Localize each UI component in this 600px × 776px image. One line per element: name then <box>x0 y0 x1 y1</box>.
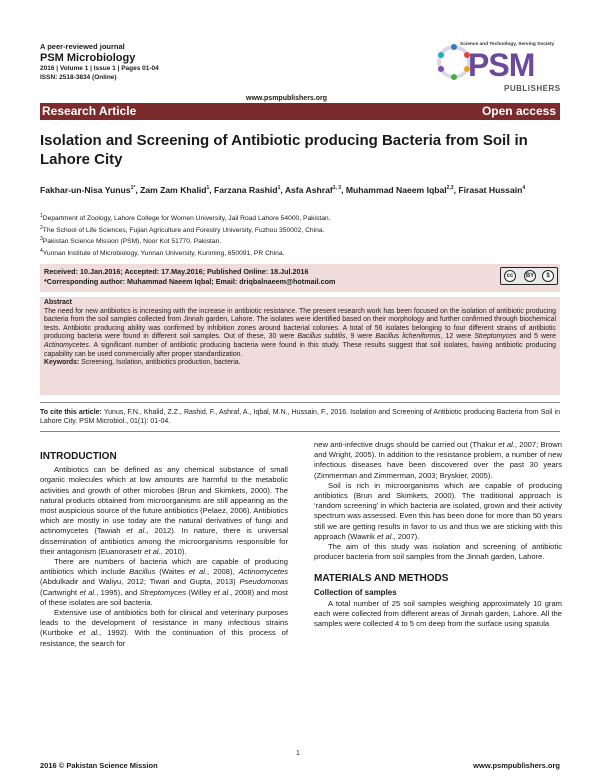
article-title: Isolation and Screening of Antibiotic producing Bacteria from Soil in Lahore City <box>40 132 528 168</box>
footer-website-link[interactable]: www.psmpublishers.org <box>473 761 560 770</box>
divider <box>40 402 560 403</box>
corresponding-author: *Corresponding author: Muhammad Naeem Iqbal; Email: driqbalnaeem@hotmail.com <box>44 276 336 286</box>
intro-paragraph-3: Extensive use of antibiotics both for clinical and veterinary purposes leads to the development of resistance in many infectious strains (Kurtboke et al., 1992). With the continuation of this process of resistance, the search for <box>40 608 288 648</box>
author-name: Farzana Rashid <box>214 184 278 195</box>
affiliation-number: 2 <box>40 224 43 231</box>
methods-heading: MATERIALS AND METHODS <box>314 573 449 585</box>
website-link-top[interactable]: www.psmpublishers.org <box>246 95 328 102</box>
affiliation-text: Pakistan Science Mission (PSM), Noor Kot 51770, Pakistan. <box>42 238 222 246</box>
peer-reviewed-label: A peer-reviewed journal <box>40 42 125 51</box>
keywords-text: Screening, Isolation, antibiotics production, bacteria. <box>79 359 241 367</box>
affiliation-list <box>40 212 562 259</box>
citation-label: To cite this article: <box>40 409 102 416</box>
citation-text: Yunus, F.N., Khalid, Z.Z., Rashid, F., Ashraf, A., Iqbal, M.N., Hussain, F., 2016. Isolation and Screening of Antibiotic producing Bacteria from Soil in Lahore City. PSM Microbiol., 01(1): 01-04. <box>40 409 560 426</box>
abstract-text: The need for new antibiotics is increasing with the increase in antibiotic resistance. The present research work has been focused on the isolation of antibiotic producing bacteria from the soil samples collected from Jinnah garden, Lahore. The isolates were identified based on their morphology and further confirmed through biochemical tests. Antibiotic producing ability was confirmed by inhibition zones around bacterial colonies. A total of 56 isolates belonging to four different strains of antibiotic producing bacteria were found in different soil samples. Out of these, 30 were Bacillus subtilis, 9 were Bacillus licheniformis, 12 were Streptomyces and 5 were Actinomycetes. A significant number of antibiotic producing bacteria were found in this study. These results suggest that soil isolates, having antibiotic producing capability can be used commercially after proper standardization. <box>44 307 556 358</box>
by-icon: BY <box>524 270 536 282</box>
author-name: Asfa Ashraf <box>284 184 333 195</box>
citation-block <box>40 408 560 426</box>
article-type-label: Research Article <box>42 104 137 118</box>
author-affiliation-marker: 1* <box>130 185 136 191</box>
author-name: Muhammad Naeem Iqbal <box>345 184 447 195</box>
right-paragraph-3: The aim of this study was isolation and screening of antibiotic producer bacteria from soil samples from the Jinnah garden, Lahore. <box>314 542 562 562</box>
author-name: Fakhar-un-Nisa Yunus <box>40 184 131 195</box>
article-type-bar <box>40 103 560 120</box>
psm-logo <box>432 36 562 96</box>
affiliation-text: Department of Zoology, Lahore College for Women University, Jail Road Lahore 54000, Pakistan. <box>42 215 331 223</box>
logo-psm-text: PSM <box>468 47 535 83</box>
cc-icon: cc <box>504 270 516 282</box>
cc-license-badge[interactable] <box>500 267 558 285</box>
affiliation-number: 3 <box>40 236 43 243</box>
abstract-heading: Abstract <box>44 299 72 306</box>
affiliation <box>40 212 562 224</box>
right-paragraph-1: new anti-infective drugs should be carried out (Thakur et al., 2007; Brown and Wright, 2005). In addition to the resistance problem, a number of new infectious diseases have been discovered over the past 30 years (Zimmerman and Zimmerman, 2003; Bryskier, 2005). <box>314 440 562 480</box>
issue-line: 2016 | Volume 1 | Issue 1 | Pages 01-04 <box>40 65 159 72</box>
author-list: Fakhar-un-Nisa Yunus$^{1*}$, Zam Zam Khalid$^1$, Farzana Rashid$^1$, Asfa Ashraf$^{1, 3}$, Muhammad Naeem Iqbal$^{2,3}$, Firasat Hussain$^4$ <box>40 184 526 195</box>
author-affiliation-marker: 1 <box>277 185 281 191</box>
keywords-label: Keywords: <box>44 359 80 367</box>
open-access-label: Open access <box>481 104 556 118</box>
affiliation <box>40 224 562 236</box>
logo-publishers-text: PUBLISHERS <box>504 84 561 93</box>
collection-heading: Collection of samples <box>314 587 397 597</box>
journal-header <box>40 42 300 82</box>
abstract-panel <box>40 297 560 395</box>
introduction-heading: INTRODUCTION <box>40 451 117 462</box>
affiliation <box>40 247 562 259</box>
intro-paragraph-1: Antibiotics can be defined as any chemical substance of small organic molecules which at low amounts are harmful to the metabolic activities and growth of other microbes (Brun and Skimkets, 2000). The natural products obtained from microorganisms are still appearing as the most auspicious source of the future antibiotics (Pelaez, 2006). Antibiotics which are mostly in use today are the natural derivatives of fungi and actinomycetes (Tawiah et al., 2012). In nature, there is universal dissemination of antibiotics among the microorganisms responsible for their antagonism (Euanorasetr et al., 2010). <box>40 465 289 556</box>
affiliation-text: The School of Life Sciences, Fujian Agriculture and Forestry University, Fuzhou 350002, China. <box>42 226 325 234</box>
publication-dates: Received: 10.Jan.2016; Accepted: 17.May.2016; Published Online: 18.Jul.2016 <box>44 267 309 276</box>
author-affiliation-marker: 4 <box>522 185 526 191</box>
author-affiliation-marker: 1 <box>206 185 210 191</box>
journal-name: PSM Microbiology <box>40 52 136 64</box>
author-name: Zam Zam Khalid <box>140 184 207 195</box>
divider <box>40 431 560 432</box>
page-number: 1 <box>296 750 300 757</box>
author-name: Firasat Hussain <box>458 184 523 195</box>
affiliation-text: Yunnan Institute of Microbiology, Yunnan University, Kunming, 650091, PR China. <box>42 250 285 258</box>
right-paragraph-4: A total number of 25 soil samples weighing approximately 10 gram each were collected from different areas of Jinnah garden, Lahore. All the samples were collected 4 to 5 cm deep from the surface using spatula <box>314 598 562 629</box>
left-column <box>40 452 288 649</box>
nc-icon: $ <box>542 270 554 282</box>
author-affiliation-marker: 1, 3 <box>332 185 342 191</box>
affiliation <box>40 235 562 247</box>
page-footer <box>40 761 560 770</box>
affiliation-number: 1 <box>40 213 43 219</box>
affiliation-number: 4 <box>40 247 43 254</box>
author-affiliation-marker: 2,3 <box>446 185 454 191</box>
right-paragraph-2: Soil is rich in microorganisms which are capable of producing antibiotics (Brun and Skimkets, 2000). The traditional approach is ‘random screening’ in which bacteria are isolated, grown and their activity spectrum was assessed. Even this has been done for more than 50 years still we are getting results in favor to us and thus we are sticking with this approach (Wawrik et al., 2007). <box>314 480 562 541</box>
dates-panel <box>40 264 560 292</box>
intro-paragraph-2: There are numbers of bacteria which are capable of producing antibiotics which include Bacillus (Waites et al., 2008), Actinomycetes (Abdulkadir and Waliyu, 2012; Tiwari and Gupta, 2013) Pseudomonas (Cartwright et al., 1995), and Streptomyces (Willey et al., 2008) and most of these isolates are soil bacteria. <box>40 557 288 607</box>
issn: ISSN: 2518-3834 (Online) <box>40 74 117 81</box>
footer-copyright: 2016 © Pakistan Science Mission <box>40 761 158 770</box>
logo-society-tagline: Science and Technology, Serving Society <box>460 42 555 47</box>
right-column <box>314 440 562 629</box>
